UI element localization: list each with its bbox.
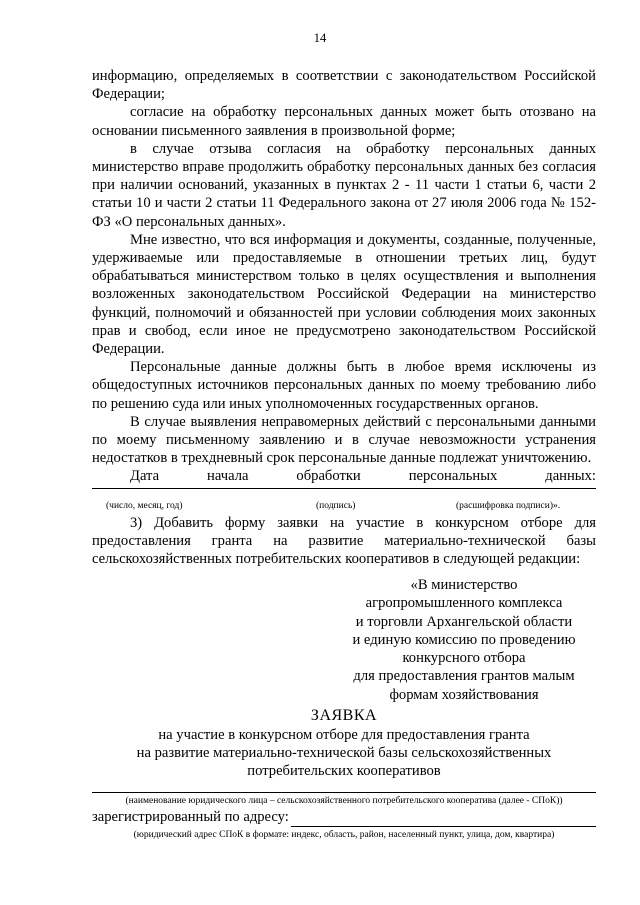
form-subtitle-line: на участие в конкурсном отборе для предоставления гранта [158,726,530,743]
addressee-block [332,576,596,703]
address-label: зарегистрированный по адресу: [92,809,289,826]
signature-caption: (подпись) [316,500,356,511]
addressee-line: и торговли Архангельской области [355,613,573,630]
paragraph: Мне известно, что вся информация и документы, созданные, полученные, удерживаемые или предоставляемые в отношении третьих лиц, будут обрабатываться министерством только в целях осуществления и выполнения возложенных законодательством Российской Федерации на министерство функций, полномочий и обязанностей при условии соблюдения моих законных прав и свобод, если иное не предусмотрено законодательством Российской Федерации. [92,231,596,358]
addressee-line: и единую комиссию по проведению [352,631,576,648]
addressee-line: формам хозяйствования [389,686,539,703]
address-row [92,808,596,826]
organization-name-field[interactable] [92,792,596,793]
address-field[interactable] [291,812,596,827]
date-caption: (число, месяц, год) [106,500,183,511]
addressee-line: для предоставления грантов малым [353,668,575,685]
signature-captions [92,500,596,514]
addressee-line: «В министерство [410,577,518,594]
date-word: обработки [296,468,361,485]
signature-line [92,488,596,500]
addressee-line: агропромышленного комплекса [365,595,563,612]
organization-name-caption: (наименование юридического лица – сельскохозяйственного потребительского кооператива (далее - СПоК)) [125,796,563,807]
document-body [92,67,596,841]
paragraph: информацию, определяемых в соответствии с законодательством Российской Федерации; [92,68,596,103]
decoding-caption: (расшифровка подписи)». [456,500,561,511]
paragraph: согласие на обработку персональных данных может быть отозвано на основании письменного заявления в произвольной форме; [92,104,596,139]
date-word: Дата [130,468,160,485]
date-word: данных: [545,468,596,485]
addressee-line: конкурсного отбора [402,650,526,667]
date-word: начала [207,468,249,485]
form-subtitle-line: на развитие материально-технической базы сельскохозяйственных [136,744,552,761]
amendment-paragraph: 3) Добавить форму заявки на участие в конкурсном отборе для предоставления гранта на развитие материально-технической базы сельскохозяйственных потребительских кооперативов в следующей редакции: [92,514,596,568]
processing-start-date-line [92,467,596,485]
date-word: персональных [408,468,498,485]
page-number: 14 [313,31,327,45]
paragraph: в случае отзыва согласия на обработку персональных данных министерство вправе продолжить обработку персональных данных без согласия при наличии оснований, указанных в пунктах 2 - 11 части 1 статьи 6, части 2 статьи 10 и части 2 статьи 11 Федерального закона от 27 июля 2006 года № 152-ФЗ «О персональных данных». [92,140,596,230]
form-title: ЗАЯВКА [310,706,378,724]
paragraph: В случае выявления неправомерных действий с персональными данными по моему письменному заявлению и в случае невозможности устранения недостатков в трехдневный срок персональные данные подлежат уничтожению. [92,413,596,467]
address-caption: (юридический адрес СПоК в формате: индекс, область, район, населенный пункт, улица, дом, квартира) [133,829,555,840]
form-subtitle-line: потребительских кооперативов [247,763,441,780]
paragraph: Персональные данные должны быть в любое время исключены из общедоступных источников персональных данных по моему требованию либо по решению суда или иных уполномоченных государственных органов. [92,359,596,412]
